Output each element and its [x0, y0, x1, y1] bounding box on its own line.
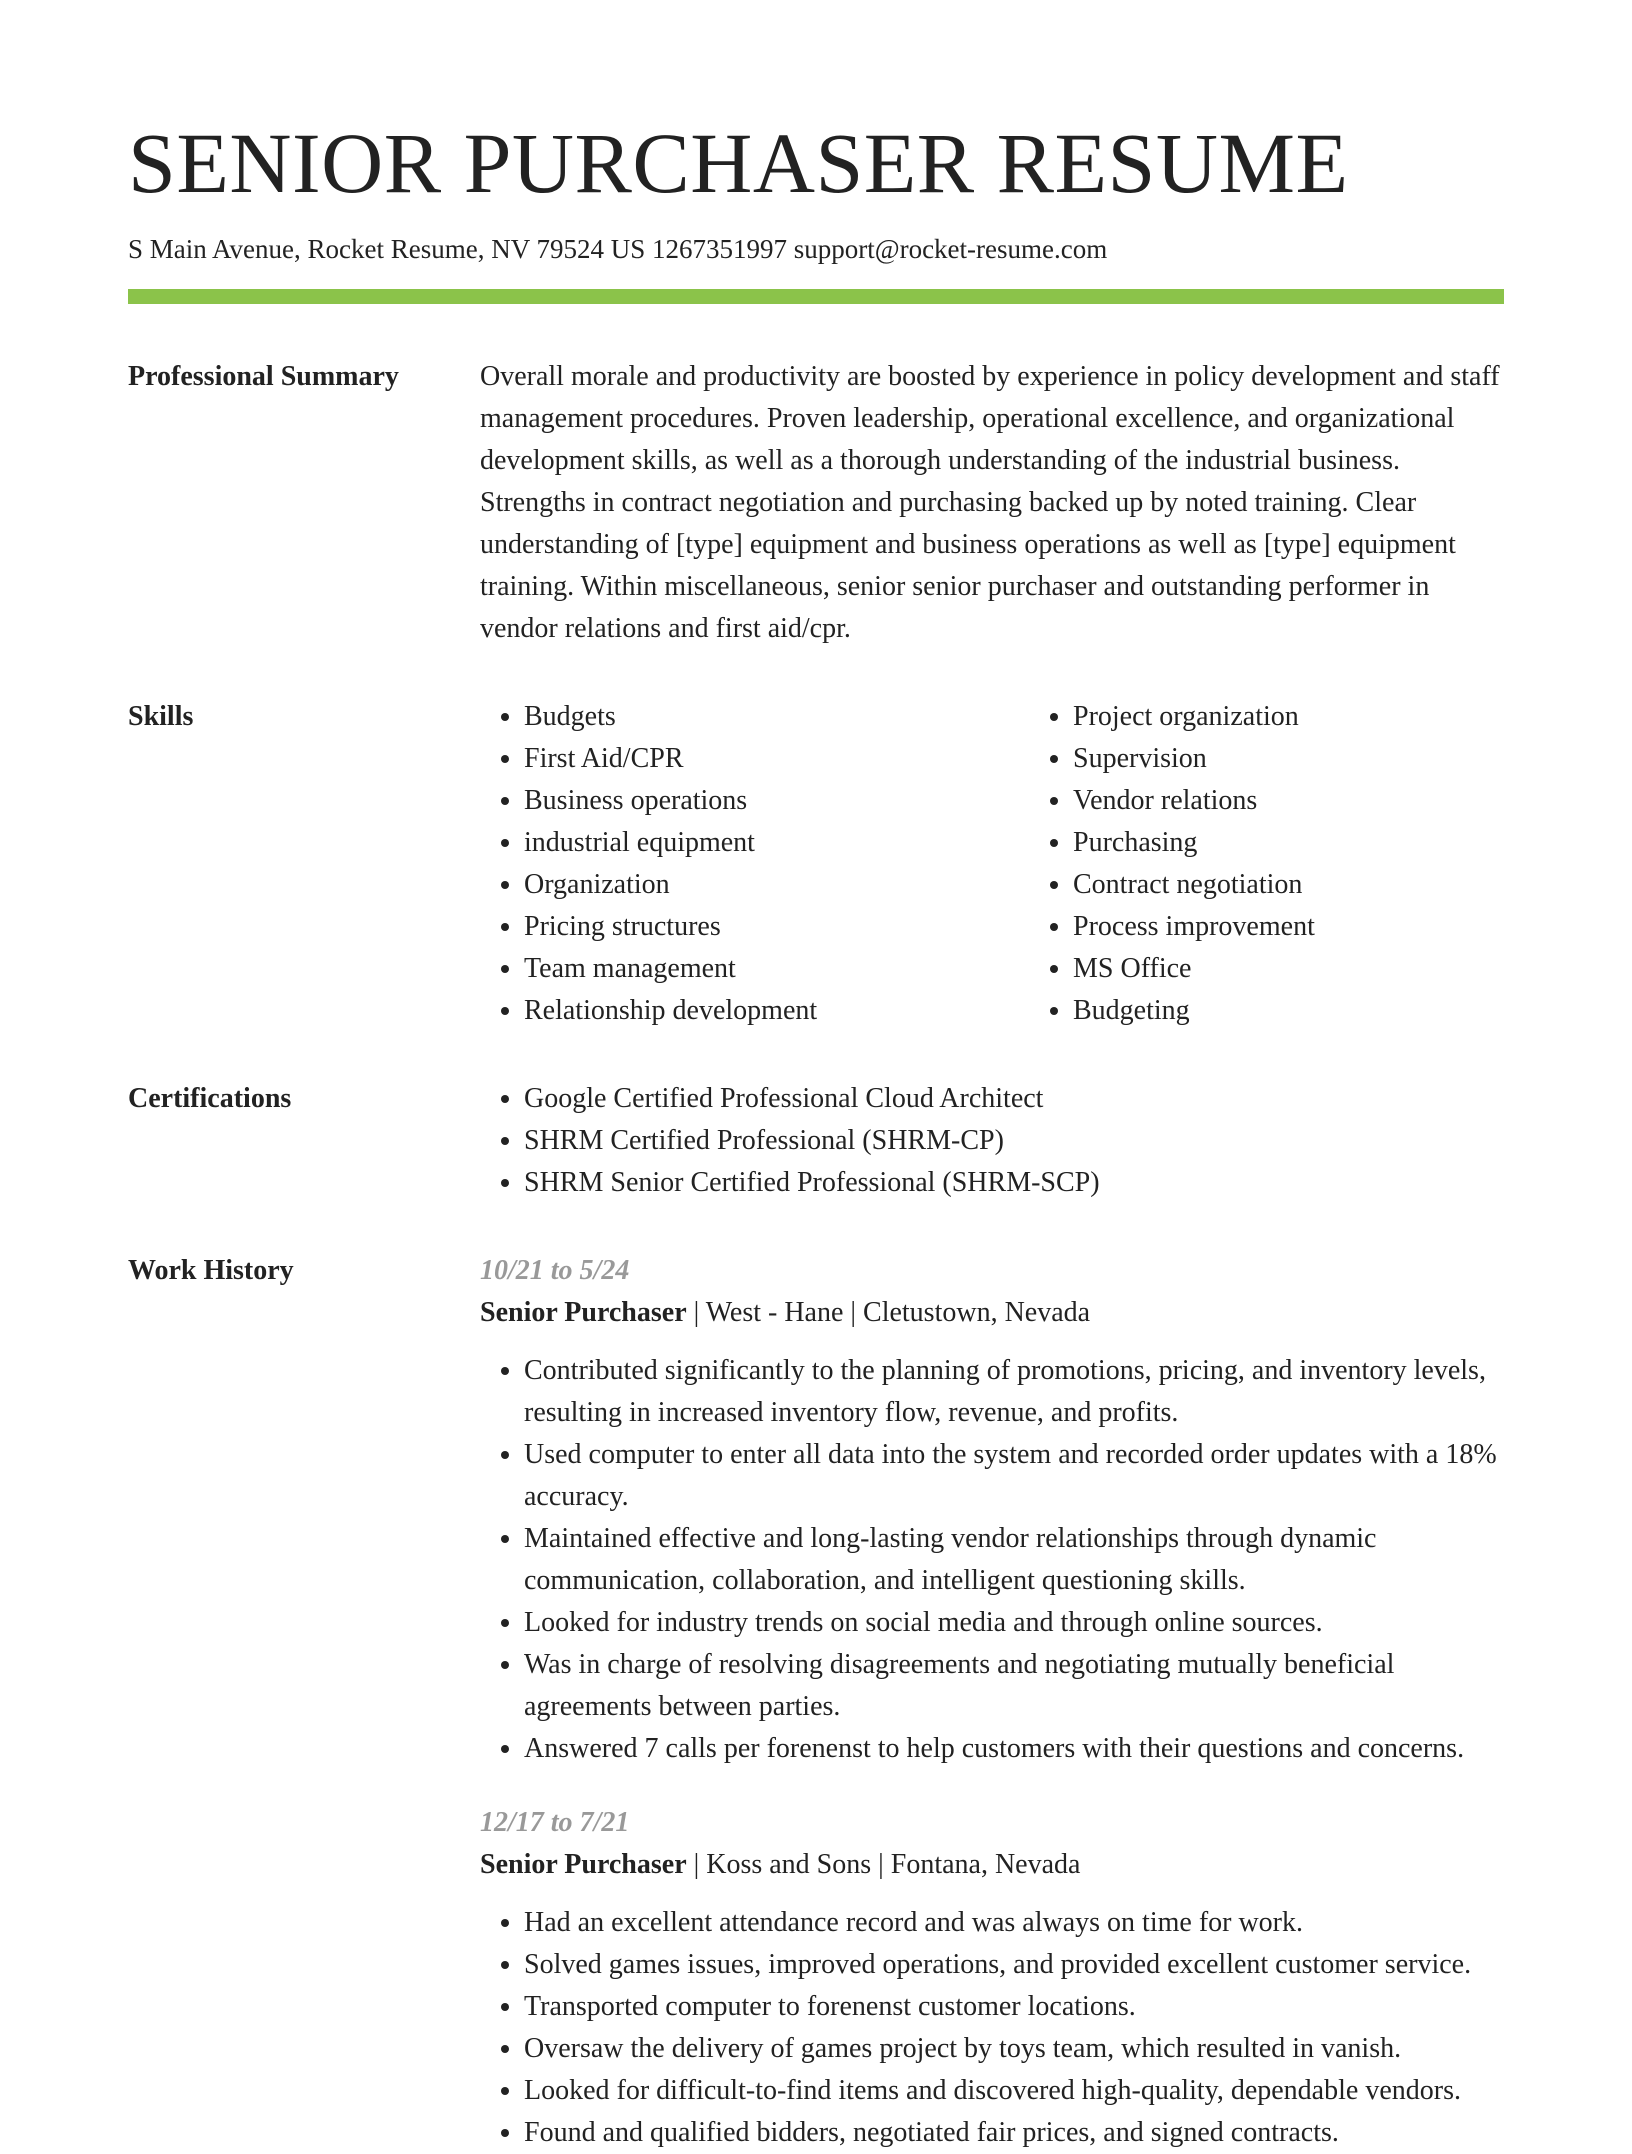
- professional-summary-section: [128, 356, 1504, 650]
- job-bullet: • Had an excellent attendance record and was always on time for work.: [524, 1902, 1504, 1944]
- job-title: Senior Purchaser: [480, 1297, 687, 1329]
- skill-item: • Pricing structures: [524, 906, 1029, 948]
- job-bullet: • Transported computer to forenenst customer locations.: [524, 1986, 1504, 2028]
- skill-item: • Business operations: [524, 780, 1029, 822]
- job-bullets: [480, 1902, 1504, 2154]
- skill-item: • Team management: [524, 948, 1029, 990]
- summary-text: Overall morale and productivity are boosted by experience in policy development and staff management procedures. Proven leadership, operational excellence, and organizational development skills, as well as a thorough understanding of the industrial business. Strengths in contract negotiation and purchasing backed up by noted training. Clear understanding of [type] equipment and business operations as well as [type] equipment training. Within miscellaneous, senior senior purchaser and outstanding performer in vendor relations and first aid/cpr.: [480, 361, 1500, 645]
- job-bullet: • Maintained effective and long-lasting vendor relationships through dynamic communication, collaboration, and intelligent questioning skills.: [524, 1518, 1504, 1602]
- skill-item: • Relationship development: [524, 990, 1029, 1032]
- skill-item: • MS Office: [1073, 948, 1315, 990]
- job-bullet: • Contributed significantly to the planning of promotions, pricing, and inventory levels, resulting in increased inventory flow, revenue, and profits.: [524, 1350, 1504, 1434]
- skills-list-right: [1029, 696, 1315, 1032]
- job-dates: 10/21 to 5/24: [480, 1255, 630, 1287]
- job-entry: [480, 1802, 1504, 2154]
- skill-item: • industrial equipment: [524, 822, 1029, 864]
- job-bullets: [480, 1350, 1504, 1770]
- certifications-content: [480, 1078, 1504, 1204]
- skill-item: • Budgets: [524, 696, 1029, 738]
- job-role-line: [480, 1292, 1504, 1334]
- work-history-content: [480, 1250, 1504, 2154]
- resume-title: SENIOR PURCHASER RESUME: [128, 115, 1349, 211]
- skills-list-left: [480, 696, 1029, 1032]
- job-entry: [480, 1250, 1504, 1770]
- skills-section: [128, 696, 1504, 1032]
- skill-item: • Supervision: [1073, 738, 1315, 780]
- job-role-line: [480, 1844, 1504, 1886]
- certification-item: • SHRM Certified Professional (SHRM-CP): [524, 1120, 1504, 1162]
- certification-item: • SHRM Senior Certified Professional (SHRM-SCP): [524, 1162, 1504, 1204]
- job-bullet: • Used computer to enter all data into the system and recorded order updates with a 18% accuracy.: [524, 1434, 1504, 1518]
- contact-line: S Main Avenue, Rocket Resume, NV 79524 US 1267351997 support@rocket-resume.com: [128, 234, 1108, 264]
- job-title: Senior Purchaser: [480, 1849, 687, 1881]
- skills-columns: [480, 696, 1504, 1032]
- job-bullet: • Looked for difficult-to-find items and discovered high-quality, dependable vendors.: [524, 2070, 1504, 2112]
- skill-item: • Budgeting: [1073, 990, 1315, 1032]
- accent-divider: [128, 289, 1504, 304]
- job-company-location: | West - Hane | Cletustown, Nevada: [686, 1297, 1091, 1329]
- certifications-section: [128, 1078, 1504, 1204]
- section-label-summary: Professional Summary: [128, 361, 399, 393]
- work-history-section: [128, 1250, 1504, 2154]
- skill-item: • Project organization: [1073, 696, 1315, 738]
- job-bullet: • Found and qualified bidders, negotiated fair prices, and signed contracts.: [524, 2112, 1504, 2154]
- job-bullet: • Solved games issues, improved operations, and provided excellent customer service.: [524, 1944, 1504, 1986]
- skill-item: • Vendor relations: [1073, 780, 1315, 822]
- section-label-certifications: Certifications: [128, 1083, 292, 1115]
- skill-item: • Purchasing: [1073, 822, 1315, 864]
- skill-item: • First Aid/CPR: [524, 738, 1029, 780]
- section-label-skills: Skills: [128, 701, 194, 733]
- section-label-work-history: Work History: [128, 1255, 294, 1287]
- job-bullet: • Oversaw the delivery of games project by toys team, which resulted in vanish.: [524, 2028, 1504, 2070]
- skill-item: • Process improvement: [1073, 906, 1315, 948]
- certifications-list: [480, 1078, 1504, 1204]
- certification-item: • Google Certified Professional Cloud Architect: [524, 1078, 1504, 1120]
- job-dates: 12/17 to 7/21: [480, 1807, 630, 1839]
- skill-item: • Contract negotiation: [1073, 864, 1315, 906]
- skill-item: • Organization: [524, 864, 1029, 906]
- job-bullet: • Was in charge of resolving disagreements and negotiating mutually beneficial agreements between parties.: [524, 1644, 1504, 1728]
- job-company-location: | Koss and Sons | Fontana, Nevada: [686, 1849, 1081, 1881]
- job-bullet: • Looked for industry trends on social media and through online sources.: [524, 1602, 1504, 1644]
- job-bullet: • Answered 7 calls per forenenst to help customers with their questions and concerns.: [524, 1728, 1504, 1770]
